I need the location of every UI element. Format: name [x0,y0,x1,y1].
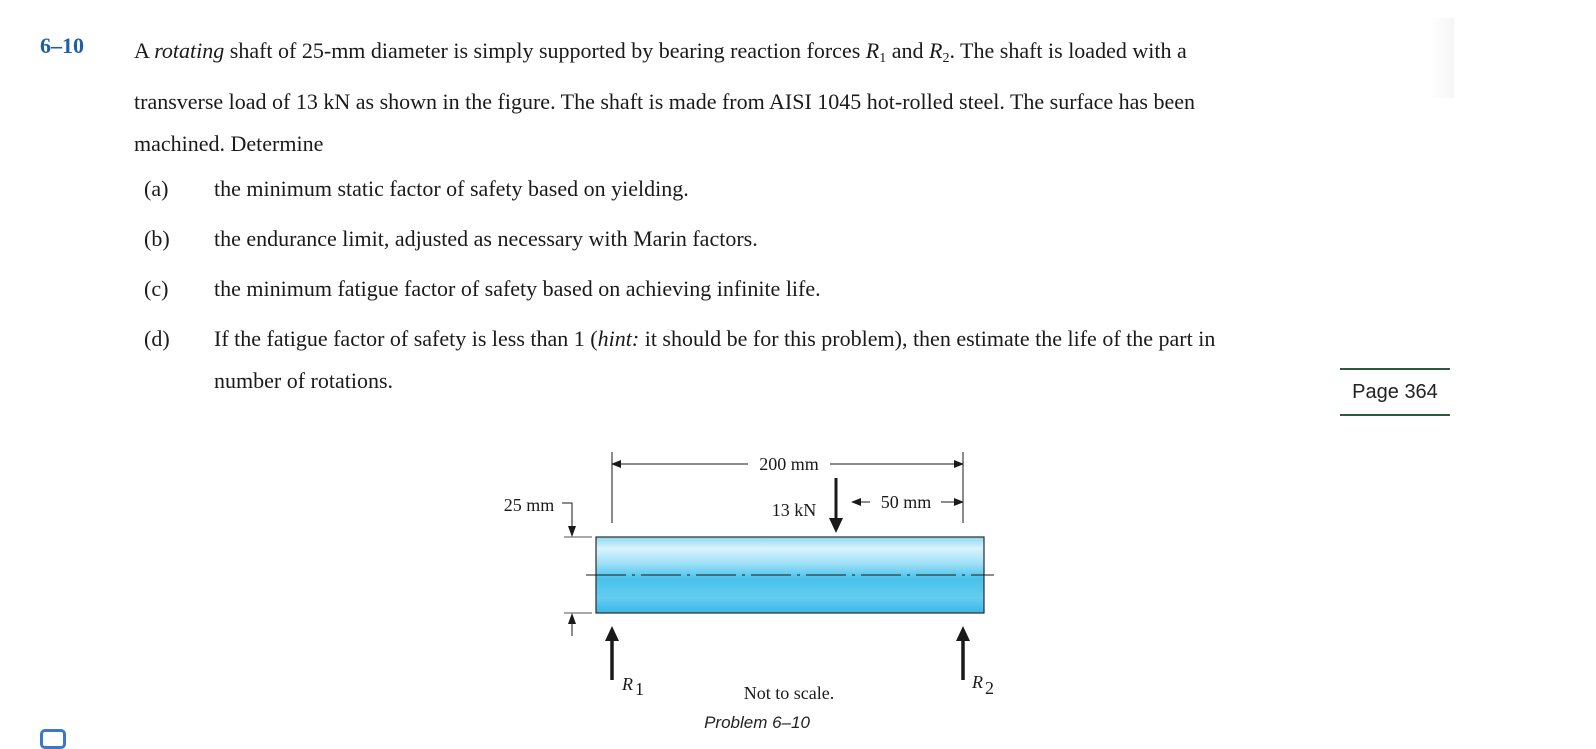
diameter-label: 25 mm [503,495,555,515]
statement-line-3: machined. Determine [134,131,324,156]
dim-50-label: 50 mm [880,492,932,512]
figure-caption: Problem 6–10 [704,713,810,732]
problem-number: 6–10 [40,33,84,58]
question-d-label: (d) [144,326,170,351]
r1-symbol: R [865,38,880,63]
diameter-arrow-bottom [568,613,576,624]
question-a-label: (a) [144,176,169,201]
question-d-text-b: it should be for this problem), then estimate the life of the part in [639,326,1216,351]
question-d-hint: hint: [597,326,640,351]
r2-label-sub: 2 [985,678,994,698]
question-d-line-2: number of rotations. [214,368,394,393]
load-label: 13 kN [771,500,817,520]
page-marker: Page 364 [1340,368,1450,416]
question-c-label: (c) [144,276,169,301]
and-text: and [886,38,929,63]
dim-200-label: 200 mm [759,454,819,474]
r2-symbol: R [929,38,943,63]
r2-subscript: 2 [942,51,950,66]
load-arrow-head [829,518,843,533]
r1-subscript: 1 [879,51,887,66]
question-b-text: the endurance limit, adjusted as necessary with Marin factors. [214,226,758,251]
question-c-text: the minimum fatigue factor of safety based on achieving infinite life. [214,276,821,301]
diameter-leader-top [562,503,572,530]
r2-arrow-head [956,626,970,641]
question-b-label: (b) [144,226,170,251]
r1-label-sub: 1 [635,679,644,699]
question-d-text-a: If the fatigue factor of safety is less than 1 ( [214,326,598,351]
not-to-scale-note: Not to scale. [743,683,835,703]
intro-text: A [134,38,155,63]
chat-icon[interactable] [40,729,66,749]
statement-line-2: transverse load of 13 kN as shown in the figure. The shaft is made from AISI 1045 hot-rolled steel. The surface has been [134,88,1196,114]
question-a-text: the minimum static factor of safety based on yielding. [214,176,689,201]
r1-arrow-head [605,626,619,641]
r1-label: R [622,674,633,694]
intro-text-2: shaft of 25-mm diameter is simply supported by bearing reaction forces [224,38,866,63]
intro-text-3: . The shaft is loaded with a [949,38,1187,63]
r2-label: R [972,672,983,692]
diameter-arrow-top [568,526,576,537]
intro-italic: rotating [154,38,225,63]
